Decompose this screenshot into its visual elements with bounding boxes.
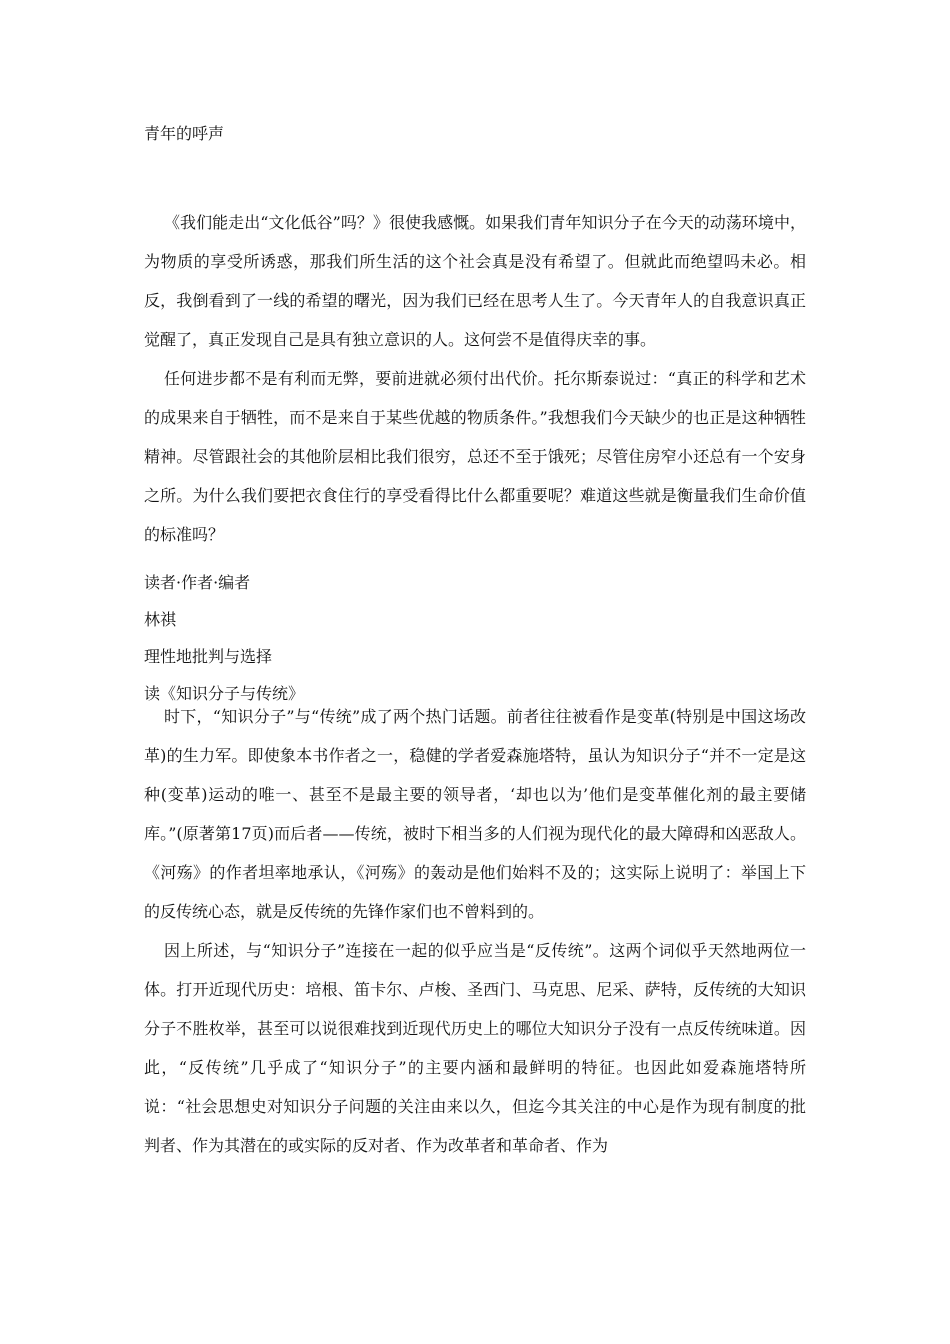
- column-heading: 读者·作者·编者: [144, 573, 251, 592]
- paragraph: 任何进步都不是有利而无弊，要前进就必须付出代价。托尔斯泰说过：“真正的科学和艺术的成果来自于牺牲，而不是来自于某些优越的物质条件。”我想我们今天缺少的也正是这种牺牲精神。尽管跟社会的其他阶层相比我们很穷，总还不至于饿死；尽管住房窄小还总有一个安身之所。为什么我们要把衣食住行的享受看得比什么都重要呢？难道这些就是衡量我们生命价值的标准吗？: [144, 369, 806, 544]
- paragraph: 因上所述，与“知识分子”连接在一起的似乎应当是“反传统”。这两个词似乎天然地两位一体。打开近现代历史：培根、笛卡尔、卢梭、圣西门、马克思、尼采、萨特，反传统的大知识分子不胜枚举，甚至可以说很难找到近现代历史上的哪位大知识分子没有一点反传统味道。因此，“反传统”几乎成了“知识分子”的主要内涵和最鲜明的特征。也因此如爱森施塔特所说：“社会思想史对知识分子问题的关注由来以久，但迄今其关注的中心是作为现有制度的批判者、作为其潜在的或实际的反对者、作为改革者和革命者、作为: [144, 941, 806, 1155]
- author-name: 林祺: [144, 610, 177, 629]
- paragraph: 《我们能走出“文化低谷”吗？》很使我感慨。如果我们青年知识分子在今天的动荡环境中，为物质的享受所诱惑，那我们所生活的这个社会真是没有希望了。但就此而绝望吗未必。相反，我倒看到了一线的希望的曙光，因为我们已经在思考人生了。今天青年人的自我意识真正觉醒了，真正发现自己是具有独立意识的人。这何尝不是值得庆幸的事。: [144, 213, 806, 349]
- section-title: 青年的呼声: [144, 124, 225, 143]
- article-body: [144, 697, 806, 1165]
- paragraph: 时下，“知识分子”与“传统”成了两个热门话题。前者往往被看作是变革(特别是中国这场改革)的生力军。即使象本书作者之一，稳健的学者爱森施塔特，虽认为知识分子“并不一定是这种(变革)运动的唯一、甚至不是最主要的领导者，‘却也以为’他们是变革催化剂的最主要储库。”(原著第17页)而后者——传统，被时下相当多的人们视为现代化的最大障碍和凶恶敌人。《河殇》的作者坦率地承认，《河殇》的轰动是他们始料不及的；这实际上说明了：举国上下的反传统心态，就是反传统的先锋作家们也不曾料到的。: [144, 707, 806, 921]
- letter-body: [144, 203, 806, 554]
- article-subtitle: 读《知识分子与传统》: [144, 684, 305, 703]
- article-title: 理性地批判与选择: [144, 647, 273, 666]
